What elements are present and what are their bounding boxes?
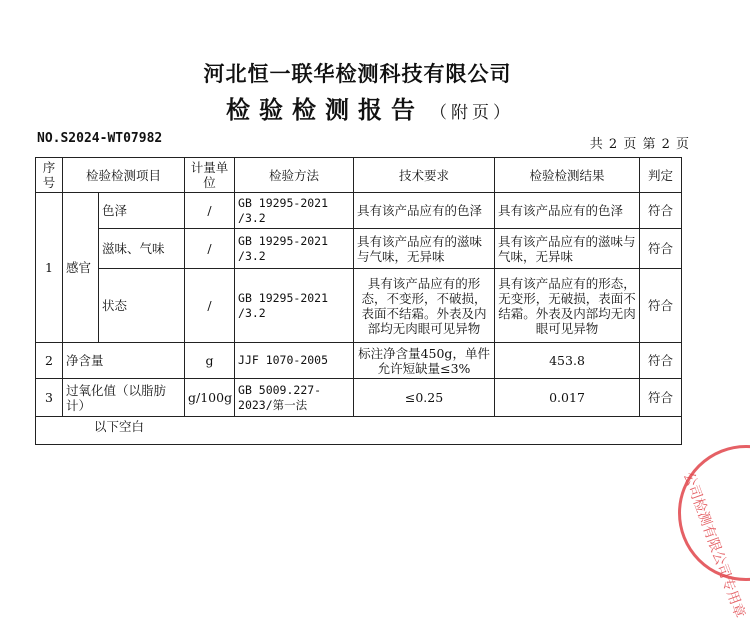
row-judgement: 符合 <box>640 269 682 343</box>
row-item: 过氧化值（以脂肪计） <box>63 379 185 417</box>
table-row <box>36 193 682 229</box>
table-row <box>36 343 682 379</box>
header-unit: 计量单位 <box>185 158 235 193</box>
report-number: NO.S2024-WT07982 <box>37 131 163 146</box>
table-header-row <box>36 158 682 193</box>
row-method: GB 19295-2021 /3.2 <box>235 229 354 269</box>
row-method: GB 19295-2021 /3.2 <box>235 269 354 343</box>
row-requirement: ≤0.25 <box>354 379 495 417</box>
header-judgement: 判定 <box>640 158 682 193</box>
report-title <box>0 90 740 125</box>
row-requirement: 标注净含量450g，单件允许短缺量≤3% <box>354 343 495 379</box>
row-judgement: 符合 <box>640 343 682 379</box>
inspection-table <box>35 157 682 445</box>
table-row <box>36 379 682 417</box>
row-result: 具有该产品应有的滋味与气味，无异味 <box>495 229 640 269</box>
footer-note: 以下空白 <box>36 417 682 445</box>
row-seq: 2 <box>36 343 63 379</box>
row-seq: 1 <box>36 193 63 343</box>
report-title-main: 检验检测报告 <box>226 96 424 124</box>
table-row <box>36 269 682 343</box>
row-method: JJF 1070-2005 <box>235 343 354 379</box>
row-judgement: 符合 <box>640 193 682 229</box>
row-item: 净含量 <box>63 343 185 379</box>
row-category: 感官 <box>63 193 99 343</box>
company-seal-text: 公司检测有限公司专用章 <box>679 470 748 621</box>
row-item: 色泽 <box>99 193 185 229</box>
row-unit: / <box>185 269 235 343</box>
row-result: 453.8 <box>495 343 640 379</box>
row-unit: g <box>185 343 235 379</box>
header-seq: 序号 <box>36 158 63 193</box>
row-unit: / <box>185 193 235 229</box>
row-result: 0.017 <box>495 379 640 417</box>
row-item: 滋味、气味 <box>99 229 185 269</box>
row-unit: / <box>185 229 235 269</box>
row-unit: g/100g <box>185 379 235 417</box>
header-result: 检验检测结果 <box>495 158 640 193</box>
report-title-sub: （附页） <box>430 103 514 123</box>
row-method: GB 19295-2021 /3.2 <box>235 193 354 229</box>
row-judgement: 符合 <box>640 379 682 417</box>
row-requirement: 具有该产品应有的色泽 <box>354 193 495 229</box>
table-footer-row <box>36 417 682 445</box>
row-result: 具有该产品应有的形态，无变形，无破损，表面不结霜。外表及内部均无肉眼可见异物 <box>495 269 640 343</box>
company-name: 河北恒一联华检测科技有限公司 <box>203 62 512 86</box>
row-item: 状态 <box>99 269 185 343</box>
row-method: GB 5009.227-2023/第一法 <box>235 379 354 417</box>
table-row <box>36 229 682 269</box>
row-judgement: 符合 <box>640 229 682 269</box>
row-requirement: 具有该产品应有的滋味与气味，无异味 <box>354 229 495 269</box>
page-info: 共 2 页 第 2 页 <box>589 137 690 152</box>
header-method: 检验方法 <box>235 158 354 193</box>
header-item: 检验检测项目 <box>63 158 185 193</box>
row-requirement: 具有该产品应有的形态，不变形，不破损，表面不结霜。外表及内部均无肉眼可见异物 <box>354 269 495 343</box>
row-seq: 3 <box>36 379 63 417</box>
header-requirement: 技术要求 <box>354 158 495 193</box>
row-result: 具有该产品应有的色泽 <box>495 193 640 229</box>
